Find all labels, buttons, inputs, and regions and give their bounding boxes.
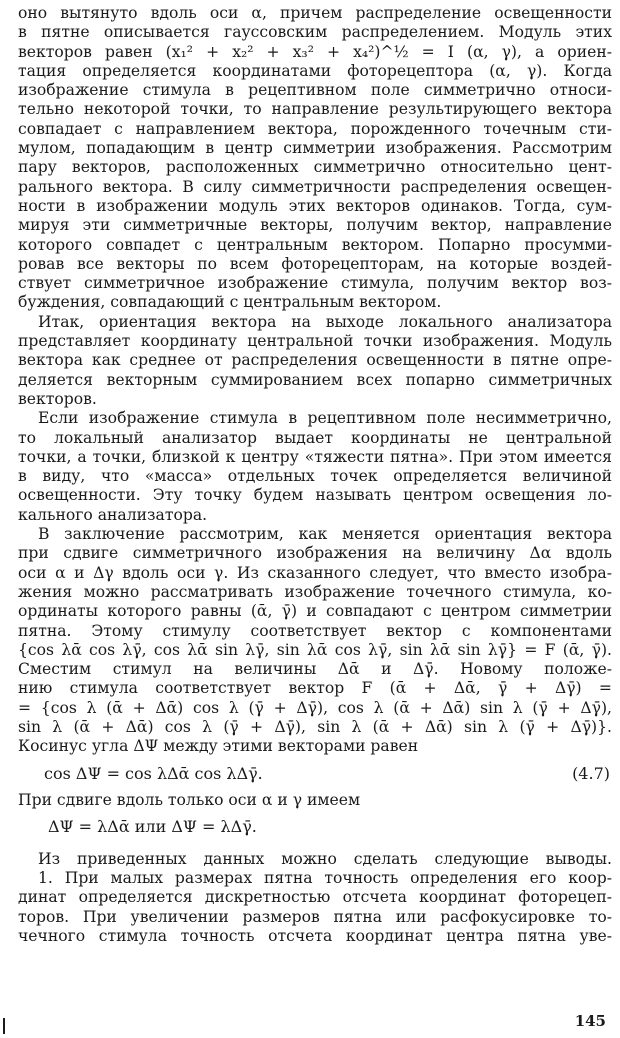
page-body — [18, 4, 612, 946]
text-line: мируя эти симметричные векторы, получим вектор, направление — [18, 216, 612, 235]
text-line: которого совпадет с центральным вектором. Попарно просумми- — [18, 235, 612, 254]
text-line: мулом, попадающим в центр симметрии изображения. Рассмотрим — [18, 139, 612, 158]
text-line: Сместим стимул на величины Δᾱ и Δγ̄. Новому положе- — [18, 660, 612, 679]
text-line: При сдвиге вдоль только оси α и γ имеем — [18, 790, 361, 809]
equation-4-7 — [18, 757, 612, 791]
paragraph-continuation — [18, 4, 612, 313]
text-line: sin λ (ᾱ + Δᾱ) cos λ (γ̄ + Δγ̄), sin λ (ᾱ + Δᾱ) sin λ (γ̄ + Δγ̄)}. — [18, 717, 612, 736]
text-line: рального вектора. В силу симметричности распределения освещен- — [18, 177, 612, 196]
text-line: то локальный анализатор выдает координаты не центральной — [18, 428, 612, 447]
paragraph-summary — [18, 313, 612, 409]
text-line: деляется векторным суммированием всех попарно симметричных — [18, 370, 612, 389]
text-line: освещенности. Эту точку будем называть центром освещения ло- — [18, 486, 612, 505]
text-line: тельно некоторой точки, то направление результирующего вектора — [18, 100, 612, 119]
text-line: тация определяется координатами фоторецептора (α, γ). Когда — [18, 61, 612, 80]
text-line: точки, а точки, близкой к центру «тяжести пятна». При этом имеется — [18, 447, 612, 466]
text-line: = {cos λ (ᾱ + Δᾱ) cos λ (γ̄ + Δγ̄), cos λ (ᾱ + Δᾱ) sin λ (γ̄ + Δγ̄), — [18, 698, 612, 717]
text-line: чечного стимула точность отсчета координат центра пятна уве- — [18, 927, 612, 946]
page-number: 145 — [574, 1012, 606, 1030]
text-line: ности в изображении модуль этих векторов одинаков. Тогда, сум- — [18, 196, 612, 215]
text-line: жения можно рассматривать изображение точечного стимула, ко- — [18, 582, 612, 601]
paragraph-axis-shift — [18, 791, 612, 810]
text-line: векторов равен (x₁² + x₂² + x₃² + x₄²)^½ = I (α, γ), а ориен- — [18, 42, 612, 61]
text-line: пятна. Этому стимулу соответствует вектор с компонентами — [18, 621, 612, 640]
equation-expression: cos ΔΨ = cos λΔᾱ cos λΔγ̄. — [44, 763, 263, 783]
text-line: Итак, ориентация вектора на выходе локального анализатора — [38, 312, 612, 331]
text-line: 1. При малых размерах пятна точность определения его коор- — [38, 869, 612, 888]
text-line: пару векторов, расположенных симметрично относительно цент- — [18, 158, 612, 177]
text-line: Из приведенных данных можно сделать следующие выводы. — [38, 849, 612, 868]
text-line: В заключение рассмотрим, как меняется ориентация вектора — [38, 525, 612, 544]
text-line: оно вытянуто вдоль оси α, причем распределение освещенности — [18, 4, 612, 22]
text-line: при сдвиге симметричного изображения на величину Δα вдоль — [18, 544, 612, 563]
paragraph-asymmetric — [18, 409, 612, 525]
text-line: нию стимула соответствует вектор F (ᾱ + Δᾱ, γ̄ + Δγ̄) = — [18, 679, 612, 698]
text-line: совпадает с направлением вектора, порожденного точечным сти- — [18, 119, 612, 138]
text-line: Косинус угла ΔΨ между этими векторами равен — [18, 737, 419, 756]
text-line: вектора как среднее от распределения освещенности в пятне опре- — [18, 351, 612, 370]
text-line: динат определяется дискретностью отсчета координат фоторецеп- — [18, 888, 612, 907]
text-line: ствует симметричное изображение стимула, получим вектор воз- — [18, 274, 612, 293]
paragraph-conclusions — [18, 850, 612, 946]
text-line: торов. При увеличении размеров пятна или расфокусировке то- — [18, 907, 612, 926]
text-line: в виду, что «масса» отдельных точек определяется величиной — [18, 467, 612, 486]
text-line: изображение стимула в рецептивном поле симметрично относи- — [18, 81, 612, 100]
text-line: оси α и Δγ вдоль оси γ. Из сказанного следует, что вместо изобра- — [18, 563, 612, 582]
equation-number: (4.7) — [572, 763, 610, 783]
text-line: кального анализатора. — [18, 505, 208, 524]
margin-mark — [3, 1018, 5, 1034]
text-line: в пятне описывается гауссовским распределением. Модуль этих — [18, 23, 612, 42]
text-line: Если изображение стимула в рецептивном поле несимметрично, — [38, 409, 612, 428]
text-line: векторов. — [18, 389, 97, 408]
text-line: буждения, совпадающий с центральным вектором. — [18, 293, 442, 312]
text-line: ровав все векторы по всем фоторецепторам, на которые воздей- — [18, 254, 612, 273]
text-line: представляет координату центральной точки изображения. Модуль — [18, 332, 612, 351]
text-line: {cos λᾱ cos λγ̄, cos λᾱ sin λγ̄, sin λᾱ cos λγ̄, sin λᾱ sin λγ̄} = F (ᾱ, γ̄). — [18, 640, 612, 659]
equation-shift — [18, 810, 612, 844]
paragraph-shift — [18, 525, 612, 757]
equation-expression: ΔΨ = λΔᾱ или ΔΨ = λΔγ̄. — [48, 816, 257, 836]
text-line: ординаты которого равны (ᾱ, γ̄) и совпадают с центром симметрии — [18, 602, 612, 621]
